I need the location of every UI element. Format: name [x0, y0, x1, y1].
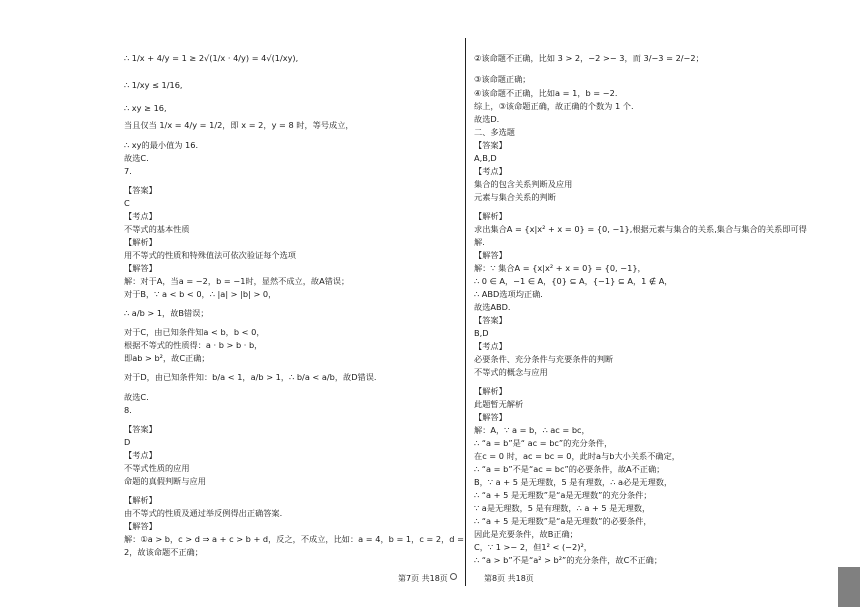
- text-line: 不等式的基本性质: [124, 224, 190, 234]
- text-line: 【解析】: [124, 495, 157, 505]
- text-line: 【考点】: [474, 166, 507, 176]
- text-line: 8.: [124, 405, 132, 415]
- text-line: 命题的真假判断与应用: [124, 476, 206, 486]
- text-line: C: [124, 198, 130, 208]
- page-footer-right: 第8页 共18页: [484, 574, 534, 583]
- text-line: 必要条件、充分条件与充要条件的判断: [474, 354, 614, 364]
- text-line: 【答案】: [474, 315, 507, 325]
- text-line: 综上，③该命题正确，故正确的个数为 1 个.: [474, 101, 634, 111]
- text-line: ∴ ABD选项均正确.: [474, 289, 543, 299]
- text-line: 解：∵ 集合A = {x|x² + x = 0} = {0, −1}，: [474, 263, 646, 273]
- text-line: ③该命题正确；: [474, 74, 531, 84]
- text-line: 用不等式的性质和特殊值法可依次验证每个选项: [124, 250, 296, 260]
- text-line: 集合的包含关系判断及应用: [474, 179, 573, 189]
- text-line: A,B,D: [474, 153, 497, 163]
- text-line: ∴ xy的最小值为 16.: [124, 140, 199, 150]
- text-line: ②该命题不正确，比如 3 > 2，−2 >− 3，而 3/−3 = 2/−2；: [474, 53, 704, 63]
- text-line: ∴ “a > b”不是“a² > b²”的充分条件，故C不正确；: [474, 555, 663, 565]
- text-line: 【解析】: [474, 211, 507, 221]
- text-line: B,D: [474, 328, 489, 338]
- circle-separator-icon: [450, 573, 457, 580]
- text-line: 故选D.: [474, 114, 500, 124]
- corner-tab: [838, 567, 860, 607]
- text-line: 在c = 0 时，ac = bc = 0，此时a与b大小关系不确定，: [474, 451, 680, 461]
- text-line: ∴ “a + 5 是无理数”是“a是无理数”的充分条件；: [474, 490, 652, 500]
- text-line: ∴ 1/x + 4/y = 1 ≥ 2√(1/x · 4/y) = 4√(1/xy),: [124, 53, 299, 63]
- text-line: ∵ a是无理数，5 是有理数，∴ a + 5 是无理数，: [474, 503, 651, 513]
- text-line: 解.: [474, 237, 485, 247]
- text-line: 二、多选题: [474, 127, 515, 137]
- text-line: 7.: [124, 166, 132, 176]
- text-line: 【解析】: [124, 237, 157, 247]
- text-line: ∴ 0 ∈ A，−1 ∈ A，{0} ⊆ A，{−1} ⊆ A，1 ∉ A，: [474, 276, 673, 286]
- text-line: 不等式性质的应用: [124, 463, 190, 473]
- text-line: 【答案】: [474, 140, 507, 150]
- text-line: 此题暂无解析: [474, 399, 524, 409]
- text-line: D: [124, 437, 131, 447]
- text-line: ∴ “a = b”是“ ac = bc”的充分条件，: [474, 438, 613, 448]
- text-line: ④该命题不正确，比如a = 1，b = −2.: [474, 88, 618, 98]
- text-line: 【解答】: [474, 250, 507, 260]
- page-footer-left: 第7页 共18页: [398, 574, 448, 583]
- text-line: 【考点】: [474, 341, 507, 351]
- text-line: 【考点】: [124, 450, 157, 460]
- text-line: 因此是充要条件，故B正确；: [474, 529, 578, 539]
- text-line: 【解答】: [124, 521, 157, 531]
- text-line: 对于B，∵ a < b < 0，∴ |a| > |b| > 0，: [124, 289, 277, 299]
- text-line: 由不等式的性质及通过举反例得出正确答案.: [124, 508, 283, 518]
- text-line: 【答案】: [124, 424, 157, 434]
- text-line: 【解析】: [474, 386, 507, 396]
- text-line: 对于D，由已知条件知：b/a < 1，a/b > 1，∴ b/a < a/b，故D错误.: [124, 372, 377, 382]
- text-line: 解：A，∵ a = b，∴ ac = bc，: [474, 425, 590, 435]
- text-line: 根据不等式的性质得：a · b > b · b，: [124, 340, 263, 350]
- text-line: ∴ “a + 5 是无理数”是“a是无理数”的必要条件，: [474, 516, 652, 526]
- text-line: ∴ a/b > 1，故B错误；: [124, 308, 209, 318]
- text-line: 【答案】: [124, 185, 157, 195]
- text-line: 即ab > b²，故C正确；: [124, 353, 210, 363]
- text-line: ∴ xy ≥ 16,: [124, 103, 167, 113]
- text-line: 对于C，由已知条件知a < b，b < 0，: [124, 327, 265, 337]
- text-line: C，∵ 1 >− 2，但1² < (−2)²，: [474, 542, 592, 552]
- text-line: 故选C.: [124, 392, 149, 402]
- text-line: 解：①a > b，c > d ⇒ a + c > b + d，反之，不成立，比如：a = 4，b = 1，c = 2，d =: [124, 534, 464, 544]
- text-line: 不等式的概念与应用: [474, 367, 548, 377]
- text-line: ∴ “a = b”不是“ac = bc”的必要条件，故A不正确；: [474, 464, 665, 474]
- text-line: 【解答】: [474, 412, 507, 422]
- text-line: 解：对于A，当a = −2，b = −1时，显然不成立，故A错误；: [124, 276, 350, 286]
- text-line: ∴ 1/xy ≤ 1/16,: [124, 80, 183, 90]
- text-line: 元素与集合关系的判断: [474, 192, 556, 202]
- text-line: 【解答】: [124, 263, 157, 273]
- text-line: 故选C.: [124, 153, 149, 163]
- text-line: 故选ABD.: [474, 302, 511, 312]
- text-line: 当且仅当 1/x = 4/y = 1/2，即 x = 2，y = 8 时，等号成立，: [124, 120, 354, 130]
- text-line: 【考点】: [124, 211, 157, 221]
- column-divider: [465, 38, 466, 586]
- text-line: B，∵ a + 5 是无理数，5 是有理数，∴ a必是无理数，: [474, 477, 673, 487]
- text-line: 求出集合A = {x|x² + x = 0} = {0, −1},根据元素与集合的关系,集合与集合的关系即可得: [474, 224, 807, 234]
- text-line: 2，故该命题不正确；: [124, 547, 203, 557]
